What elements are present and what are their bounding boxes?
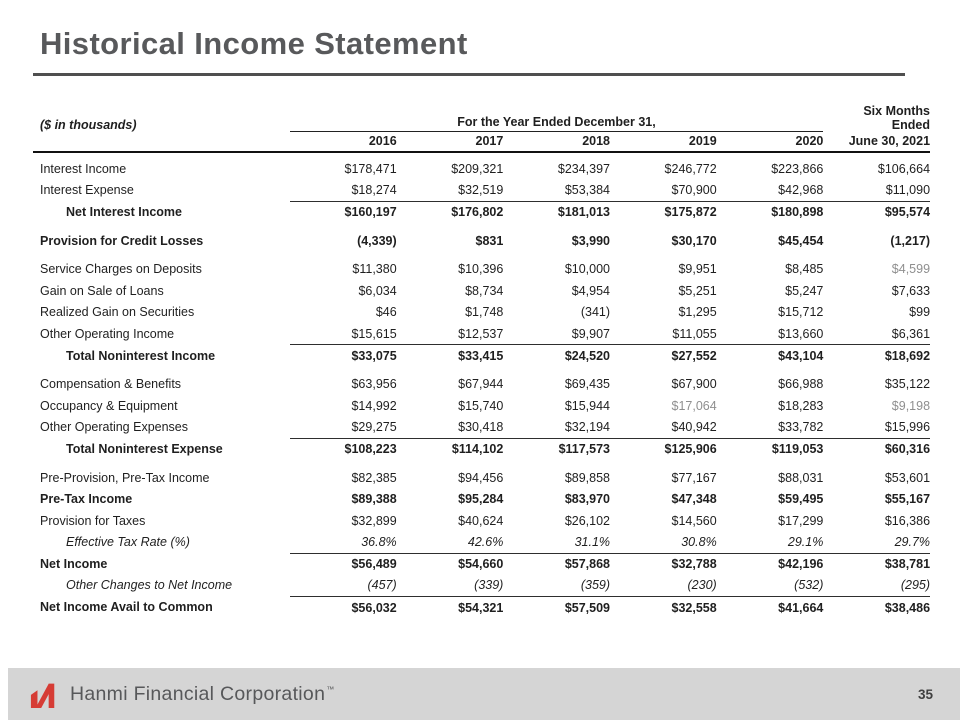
value-cell: $15,740 — [458, 398, 504, 413]
value-cell: $175,872 — [664, 205, 717, 220]
row-values — [290, 158, 930, 180]
column-header-2016: 2016 — [368, 134, 397, 148]
value-cell: $42,968 — [778, 183, 824, 198]
value-cell: $89,858 — [564, 470, 611, 485]
row-values — [290, 280, 930, 302]
value-cell: $1,295 — [678, 305, 717, 320]
table-row — [33, 258, 930, 280]
value-cell: $8,485 — [785, 262, 824, 277]
value-cell: $32,519 — [458, 183, 504, 198]
table-header-row-2 — [33, 132, 930, 153]
row-label: Effective Tax Rate (%) — [66, 535, 190, 550]
column-header-2017: 2017 — [475, 134, 504, 148]
value-cell: $106,664 — [877, 161, 931, 176]
row-label: Total Noninterest Income — [66, 348, 216, 363]
table-row — [33, 510, 930, 532]
value-cell: $54,321 — [458, 600, 504, 615]
title-divider — [33, 73, 905, 76]
value-cell: $63,956 — [351, 377, 397, 392]
row-label: Realized Gain on Securities — [40, 305, 195, 320]
row-label: Compensation & Benefits — [40, 377, 182, 392]
row-label: Pre-Tax Income — [40, 492, 133, 507]
row-label: Other Operating Income — [40, 326, 175, 341]
value-cell: $10,000 — [564, 262, 611, 277]
value-cell: $223,866 — [771, 161, 824, 176]
row-values — [290, 201, 930, 224]
table-row — [33, 158, 930, 180]
value-cell: (532) — [794, 578, 824, 593]
value-cell: $40,624 — [458, 513, 504, 528]
value-cell: $94,456 — [458, 470, 504, 485]
header-spacer — [33, 134, 290, 148]
value-cell: $47,348 — [671, 492, 717, 507]
row-label: Interest Expense — [40, 183, 134, 198]
row-values — [290, 596, 930, 619]
value-cell: $99 — [909, 305, 931, 320]
table-row — [33, 373, 930, 395]
value-cell: $67,900 — [671, 377, 717, 392]
row-values — [290, 344, 930, 367]
value-cell: 31.1% — [574, 535, 611, 550]
value-cell: $27,552 — [671, 349, 717, 364]
year-group-header: For the Year Ended December 31, — [290, 115, 823, 132]
value-cell: $9,951 — [678, 262, 717, 277]
table-row — [33, 323, 930, 345]
value-cell: $15,944 — [564, 398, 611, 413]
value-cell: $11,090 — [885, 183, 931, 198]
value-cell: $56,489 — [351, 557, 397, 572]
value-cell: (341) — [580, 305, 611, 320]
row-values — [290, 438, 930, 461]
value-cell: $5,251 — [678, 283, 717, 298]
value-cell: $6,361 — [891, 326, 931, 341]
value-cell: (457) — [367, 578, 397, 593]
value-cell: $33,075 — [351, 349, 397, 364]
value-cell: $176,802 — [451, 205, 504, 220]
value-cell: $10,396 — [458, 262, 504, 277]
value-cell: $82,385 — [351, 470, 397, 485]
row-label: Occupancy & Equipment — [40, 398, 178, 413]
value-cell: $33,415 — [458, 349, 504, 364]
value-cell: $30,170 — [671, 233, 717, 248]
company-name-text: Hanmi Financial Corporation — [70, 682, 326, 705]
value-cell: $7,633 — [891, 283, 931, 298]
value-cell: $46 — [375, 305, 397, 320]
income-statement-table — [33, 104, 930, 618]
row-label: Service Charges on Deposits — [40, 262, 202, 277]
value-cell: 29.7% — [894, 535, 931, 550]
row-values — [290, 553, 930, 576]
table-row — [33, 280, 930, 302]
row-values — [290, 373, 930, 395]
value-cell: $181,013 — [557, 205, 611, 220]
value-cell: $59,495 — [778, 492, 824, 507]
row-label: Provision for Taxes — [40, 513, 146, 528]
value-cell: $12,537 — [458, 326, 504, 341]
value-cell: $54,660 — [458, 557, 504, 572]
row-label: Net Income — [40, 556, 108, 571]
value-cell: $40,942 — [671, 420, 717, 435]
value-cell: $9,907 — [571, 326, 611, 341]
table-row — [33, 417, 930, 439]
row-values — [290, 532, 930, 554]
value-cell: $35,122 — [884, 377, 931, 392]
value-cell: $66,988 — [778, 377, 824, 392]
value-cell: $18,274 — [351, 183, 397, 198]
column-header-2019: 2019 — [688, 134, 717, 148]
value-cell: 29.1% — [787, 535, 824, 550]
table-row — [33, 575, 930, 597]
row-values — [290, 395, 930, 417]
value-cell: $114,102 — [451, 442, 504, 457]
value-cell: $26,102 — [564, 513, 611, 528]
value-cell: $89,388 — [351, 492, 397, 507]
value-cell: (359) — [580, 578, 611, 593]
value-cell: $32,899 — [351, 513, 397, 528]
value-cell: $119,053 — [771, 442, 824, 457]
value-cell: $29,275 — [351, 420, 397, 435]
value-cell: $4,599 — [891, 262, 931, 277]
row-values — [290, 323, 930, 345]
value-cell: (230) — [687, 578, 717, 593]
value-cell: $42,196 — [778, 557, 824, 572]
value-cell: $14,992 — [351, 398, 397, 413]
value-cell: $160,197 — [344, 205, 397, 220]
value-cell: $11,380 — [352, 262, 397, 277]
value-cell: $1,748 — [465, 305, 504, 320]
value-cell: $43,104 — [778, 349, 824, 364]
value-cell: $57,868 — [564, 557, 611, 572]
hanmi-logo-icon — [28, 680, 60, 708]
value-cell: $41,664 — [778, 600, 824, 615]
value-cell: $17,064 — [671, 398, 717, 413]
table-row — [33, 488, 930, 510]
footer-bar — [8, 668, 960, 720]
value-cell: 42.6% — [467, 535, 504, 550]
table-row — [33, 345, 930, 367]
row-values — [290, 575, 930, 597]
value-cell: $18,283 — [778, 398, 824, 413]
footer-company-name — [70, 683, 335, 706]
row-label: Provision for Credit Losses — [40, 233, 204, 248]
trademark-symbol: ™ — [326, 685, 335, 694]
value-cell: $77,167 — [671, 470, 717, 485]
row-label: Net Interest Income — [66, 204, 183, 219]
value-cell: 36.8% — [361, 535, 397, 550]
table-body — [33, 158, 930, 618]
page-number: 35 — [917, 686, 933, 702]
row-values — [290, 258, 930, 280]
value-cell: $32,788 — [671, 557, 717, 572]
value-cell: $88,031 — [778, 470, 824, 485]
table-row — [33, 201, 930, 223]
table-row — [33, 230, 930, 252]
value-cell: $246,772 — [664, 161, 717, 176]
value-cell: $15,712 — [778, 305, 824, 320]
table-row — [33, 596, 930, 618]
value-cell: $53,384 — [564, 183, 611, 198]
value-cell: $53,601 — [884, 470, 931, 485]
row-label: Gain on Sale of Loans — [40, 283, 164, 298]
value-cell: $83,970 — [564, 492, 611, 507]
row-values — [290, 488, 930, 510]
value-cell: 30.8% — [681, 535, 717, 550]
row-values — [290, 510, 930, 532]
value-cell: $33,782 — [778, 420, 824, 435]
row-label: Total Noninterest Expense — [66, 441, 223, 456]
table-row — [33, 467, 930, 489]
value-cell: $11,055 — [672, 326, 717, 341]
value-cell: $45,454 — [778, 233, 824, 248]
value-cell: $38,486 — [884, 600, 931, 615]
row-label: Interest Income — [40, 161, 127, 176]
value-cell: (339) — [474, 578, 504, 593]
value-cell: $5,247 — [785, 283, 824, 298]
value-cell: $234,397 — [557, 161, 611, 176]
value-cell: $13,660 — [778, 326, 824, 341]
value-cell: $24,520 — [564, 349, 611, 364]
value-cell: $60,316 — [884, 442, 931, 457]
column-header-june-2021: June 30, 2021 — [848, 134, 931, 148]
value-cell: (4,339) — [357, 233, 397, 248]
row-label: Other Operating Expenses — [40, 420, 188, 435]
row-values — [290, 467, 930, 489]
value-cell: $125,906 — [664, 442, 717, 457]
value-cell: (295) — [900, 578, 931, 593]
value-cell: $108,223 — [344, 442, 397, 457]
row-label: Other Changes to Net Income — [66, 578, 233, 593]
row-values — [290, 230, 930, 252]
value-cell: $38,781 — [884, 557, 931, 572]
column-header-2018: 2018 — [582, 134, 611, 148]
value-cell: $831 — [475, 233, 504, 248]
table-row — [33, 438, 930, 460]
value-cell: (1,217) — [890, 233, 931, 248]
value-cell: $4,954 — [571, 283, 611, 298]
value-cell: $15,996 — [884, 420, 931, 435]
table-row — [33, 395, 930, 417]
value-cell: $95,284 — [458, 492, 504, 507]
table-row — [33, 553, 930, 575]
value-cell: $95,574 — [884, 205, 931, 220]
page-title: Historical Income Statement — [40, 26, 468, 61]
value-cell: $6,034 — [358, 283, 397, 298]
column-header-2020: 2020 — [795, 134, 824, 148]
row-values — [290, 180, 930, 202]
value-cell: $17,299 — [778, 513, 824, 528]
value-cell: $15,615 — [351, 326, 397, 341]
value-cell: $117,573 — [558, 442, 611, 457]
value-cell: $70,900 — [671, 183, 717, 198]
row-label: Pre-Provision, Pre-Tax Income — [40, 470, 210, 485]
row-values — [290, 417, 930, 439]
table-row — [33, 532, 930, 554]
value-cell: $209,321 — [451, 161, 504, 176]
value-cell: $9,198 — [891, 398, 931, 413]
table-row — [33, 180, 930, 202]
value-cell: $8,734 — [465, 283, 504, 298]
row-values — [290, 302, 930, 324]
value-cell: $14,560 — [671, 513, 717, 528]
value-cell: $3,990 — [571, 233, 611, 248]
value-cell: $32,558 — [671, 600, 717, 615]
value-cell: $67,944 — [458, 377, 504, 392]
value-cell: $32,194 — [564, 420, 611, 435]
value-cell: $69,435 — [564, 377, 611, 392]
table-row — [33, 302, 930, 324]
row-label: Net Income Avail to Common — [40, 600, 213, 615]
value-cell: $16,386 — [884, 513, 931, 528]
value-cell: $180,898 — [771, 205, 824, 220]
value-cell: $56,032 — [351, 600, 397, 615]
value-cell: $57,509 — [564, 600, 611, 615]
table-header-row-1 — [33, 104, 930, 132]
value-cell: $30,418 — [458, 420, 504, 435]
value-cell: $18,692 — [884, 349, 931, 364]
value-cell: $178,471 — [344, 161, 397, 176]
units-label: ($ in thousands) — [40, 118, 137, 132]
hanmi-logo-shape — [31, 684, 54, 708]
six-months-header: Six Months Ended — [863, 104, 930, 132]
value-cell: $55,167 — [884, 492, 931, 507]
